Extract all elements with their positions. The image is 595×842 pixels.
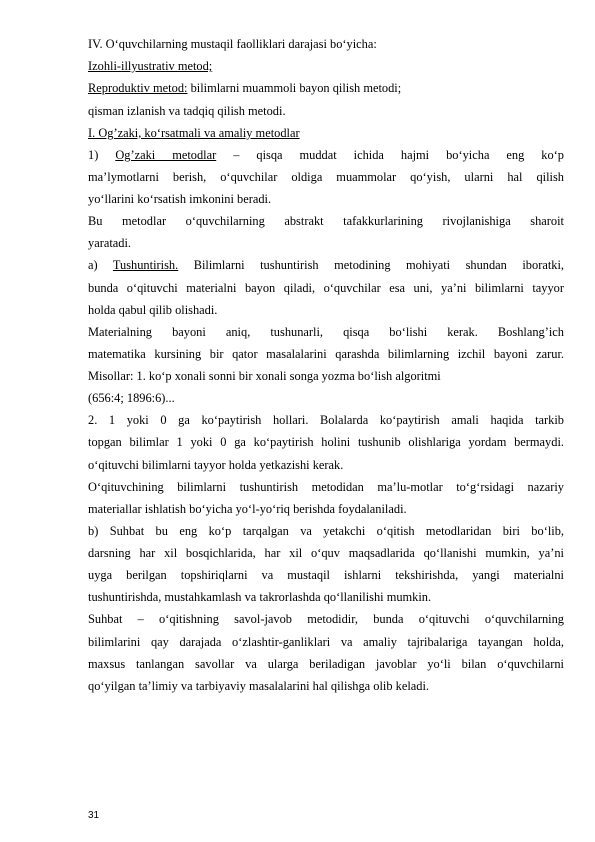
- text-line: yaratadi.: [88, 236, 131, 250]
- text-line: Misollar: 1. ko‘p xonali sonni bir xonali songa yozma bo‘lish algoritmi: [88, 369, 441, 383]
- text-line: uyga berilgan topshiriqlarni va mustaqil ishlarni tekshirishda, yangi materialni: [88, 568, 564, 582]
- text-line: maxsus tanlangan savollar va ularga beriladigan javoblar yo‘li bilan o‘quvchilarni: [88, 657, 564, 671]
- text-line: darsning har xil bosqichlarida, har xil o‘quv maqsadlarida qo‘llanishi mumkin, ya’ni: [88, 546, 564, 560]
- text-line: Reproduktiv metod: bilimlarni muammoli bayon qilish metodi;: [88, 81, 402, 95]
- text-line: bilimlarini qay darajada o‘zlashtir-ganliklari va amaliy tajribalariga tayangan holda,: [88, 635, 564, 649]
- section-heading: I. Og’zaki, ko‘rsatmali va amaliy metodlar: [88, 126, 300, 140]
- text-line: Izohli-illyustrativ metod;: [88, 59, 213, 73]
- text-line: materiallar ishlatish bo‘yicha yo‘l-yo‘riq berishda foydalaniladi.: [88, 502, 407, 516]
- text-line: (656:4; 1896:6)...: [88, 391, 175, 405]
- text-line: o‘qituvchi bilimlarni tayyor holda yetkazishi kerak.: [88, 458, 344, 472]
- text-line: qisman izlanish va tadqiq qilish metodi.: [88, 104, 286, 118]
- text-line: ma’lymotlarni berish, o‘quvchilar oldiga muammolar qo‘yish, ularni hal qilish: [88, 170, 564, 184]
- text-line: 2. 1 yoki 0 ga ko‘paytirish hollari. Bolalarda ko‘paytirish amali haqida tarkib: [88, 413, 564, 427]
- text-line: qo‘yilgan ta’limiy va tarbiyaviy masalalarini hal qilishga olib keladi.: [88, 679, 429, 693]
- text-line: Suhbat – o‘qitishning savol-javob metodidir, bunda o‘qituvchi o‘quvchilarning: [88, 612, 564, 626]
- text-line: 1) Og’zaki metodlar – qisqa muddat ichida hajmi bo‘yicha eng ko‘p: [88, 148, 565, 162]
- text-line: a) Tushuntirish. Bilimlarni tushuntirish metodining mohiyati shundan iboratki,: [88, 258, 564, 272]
- text-line: Materialning bayoni aniq, tushunarli, qisqa bo‘lishi kerak. Boshlang’ich: [88, 325, 564, 339]
- text-line: topgan bilimlar 1 yoki 0 ga ko‘paytirish holini tushunib olishlariga yordam bermaydi.: [88, 435, 564, 449]
- text-line: b) Suhbat bu eng ko‘p tarqalgan va yetakchi o‘qitish metodlaridan biri bo‘lib,: [88, 524, 564, 538]
- text-line: bunda o‘qituvchi materialni bayon qiladi, o‘quvchilar esa uni, ya’ni bilimlarni tayyor: [88, 281, 564, 295]
- page-number: 31: [88, 810, 100, 821]
- text-line: holda qabul qilib olishadi.: [88, 303, 218, 317]
- text-line: matematika kursining bir qator masalalarini qarashda bilimlarning izchil bayoni zarur.: [88, 347, 564, 361]
- text-line: O‘qituvchining bilimlarni tushuntirish metodidan ma’lu-motlar to‘g‘rsidagi nazariy: [88, 480, 564, 494]
- text-line: Bu metodlar o‘quvchilarning abstrakt tafakkurlarining rivojlanishiga sharoit: [88, 214, 564, 228]
- text-line: IV. O‘quvchilarning mustaqil faolliklari darajasi bo‘yicha:: [88, 37, 377, 51]
- text-line: yo‘llarini ko‘rsatish imkonini beradi.: [88, 192, 272, 206]
- text-line: tushuntirishda, mustahkamlash va takrorlashda qo‘llanilishi mumkin.: [88, 590, 432, 604]
